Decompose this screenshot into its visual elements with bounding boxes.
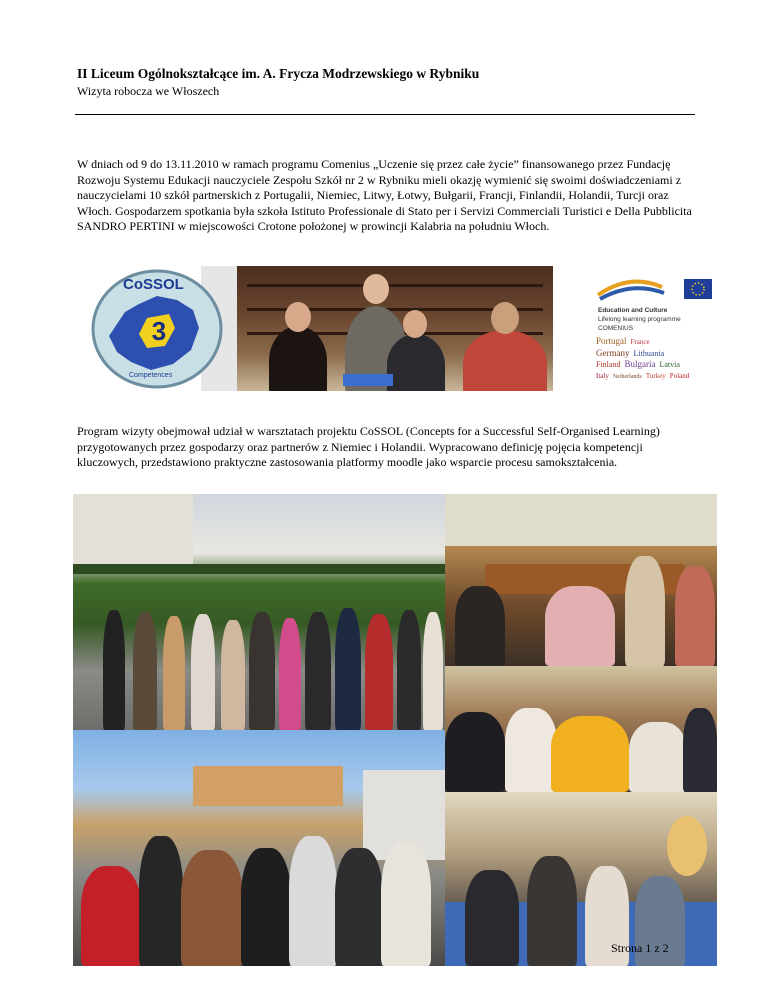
cossol-logo: [77, 266, 237, 391]
country-turkey: Turkey: [645, 372, 666, 380]
photo-meeting-room: [445, 494, 717, 666]
comenius-caption-3: COMENIUS: [598, 325, 634, 332]
photo-seated-group: [445, 666, 717, 792]
comenius-caption-2: Lifelong learning programme: [598, 316, 681, 323]
country-finland: Finland: [596, 360, 621, 369]
country-latvia: Latvia: [659, 360, 680, 369]
country-lithuania: Lithuania: [633, 349, 665, 358]
cossol-logo-bottom-text: Competences: [129, 372, 173, 379]
comenius-caption-1: Education and Culture: [598, 307, 668, 314]
photo-group-street: [73, 730, 445, 966]
country-netherlands: Netherlands: [612, 374, 642, 380]
program-paragraph: Program wizyty obejmował udział w warsztatach projektu CoSSOL (Concepts for a Successful Self-Organised Learning) przygotowanych przez gospodarzy oraz partnerów z Niemiec i Holandii. Wypracowano definicję pojęcia kompetencji kluczowych, przedstawiono praktyczne zastosowania platformy moodle jako wsparcie procesu samokształcenia.: [77, 424, 660, 469]
country-poland: Poland: [669, 372, 690, 380]
document-header-title: II Liceum Ogólnokształcące im. A. Frycza Modrzewskiego w Rybniku: [77, 66, 480, 81]
intro-paragraph: W dniach od 9 do 13.11.2010 w ramach programu Comenius „Uczenie się przez całe życie” finansowanego przez Fundację Rozwoju Systemu Edukacji nauczyciele Zespołu Szkół nr 2 w Rybniku mieli okazję wymienić się swoimi doświadczeniami z nauczycielami 10 szkół partnerskich z Portugalii, Niemiec, Litwy, Łotwy, Bułgarii, Francji, Finlandii, Holandii, Turcji oraz Włoch. Gospodarzem spotkania była szkoła Istituto Professionale di Stato per i Servizi Commerciali Turistici e Della Pubblicita SANDRO PERTINI w miejscowości Crotone położonej w prowincji Kalabria na południu Włoch.: [77, 157, 692, 233]
country-germany: Germany: [596, 348, 630, 358]
meeting-photo: [237, 266, 553, 391]
document-header-subtitle: Wizyta robocza we Włoszech: [77, 84, 220, 98]
country-bulgaria: Bulgaria: [624, 359, 656, 369]
header-rule: [75, 114, 695, 115]
svg-text:3: 3: [151, 316, 167, 346]
countries-word-cloud: [596, 335, 716, 389]
country-portugal: Portugal: [596, 336, 627, 346]
photo-table-discussion: [445, 792, 717, 966]
country-italy: Italy: [596, 372, 609, 380]
country-france: France: [630, 338, 650, 346]
comenius-logo: [590, 271, 720, 391]
cossol-logo-text: CoSSOL: [123, 276, 184, 293]
page-number: Strona 1 z 2: [611, 941, 669, 955]
photo-group-outdoor: [73, 494, 445, 730]
